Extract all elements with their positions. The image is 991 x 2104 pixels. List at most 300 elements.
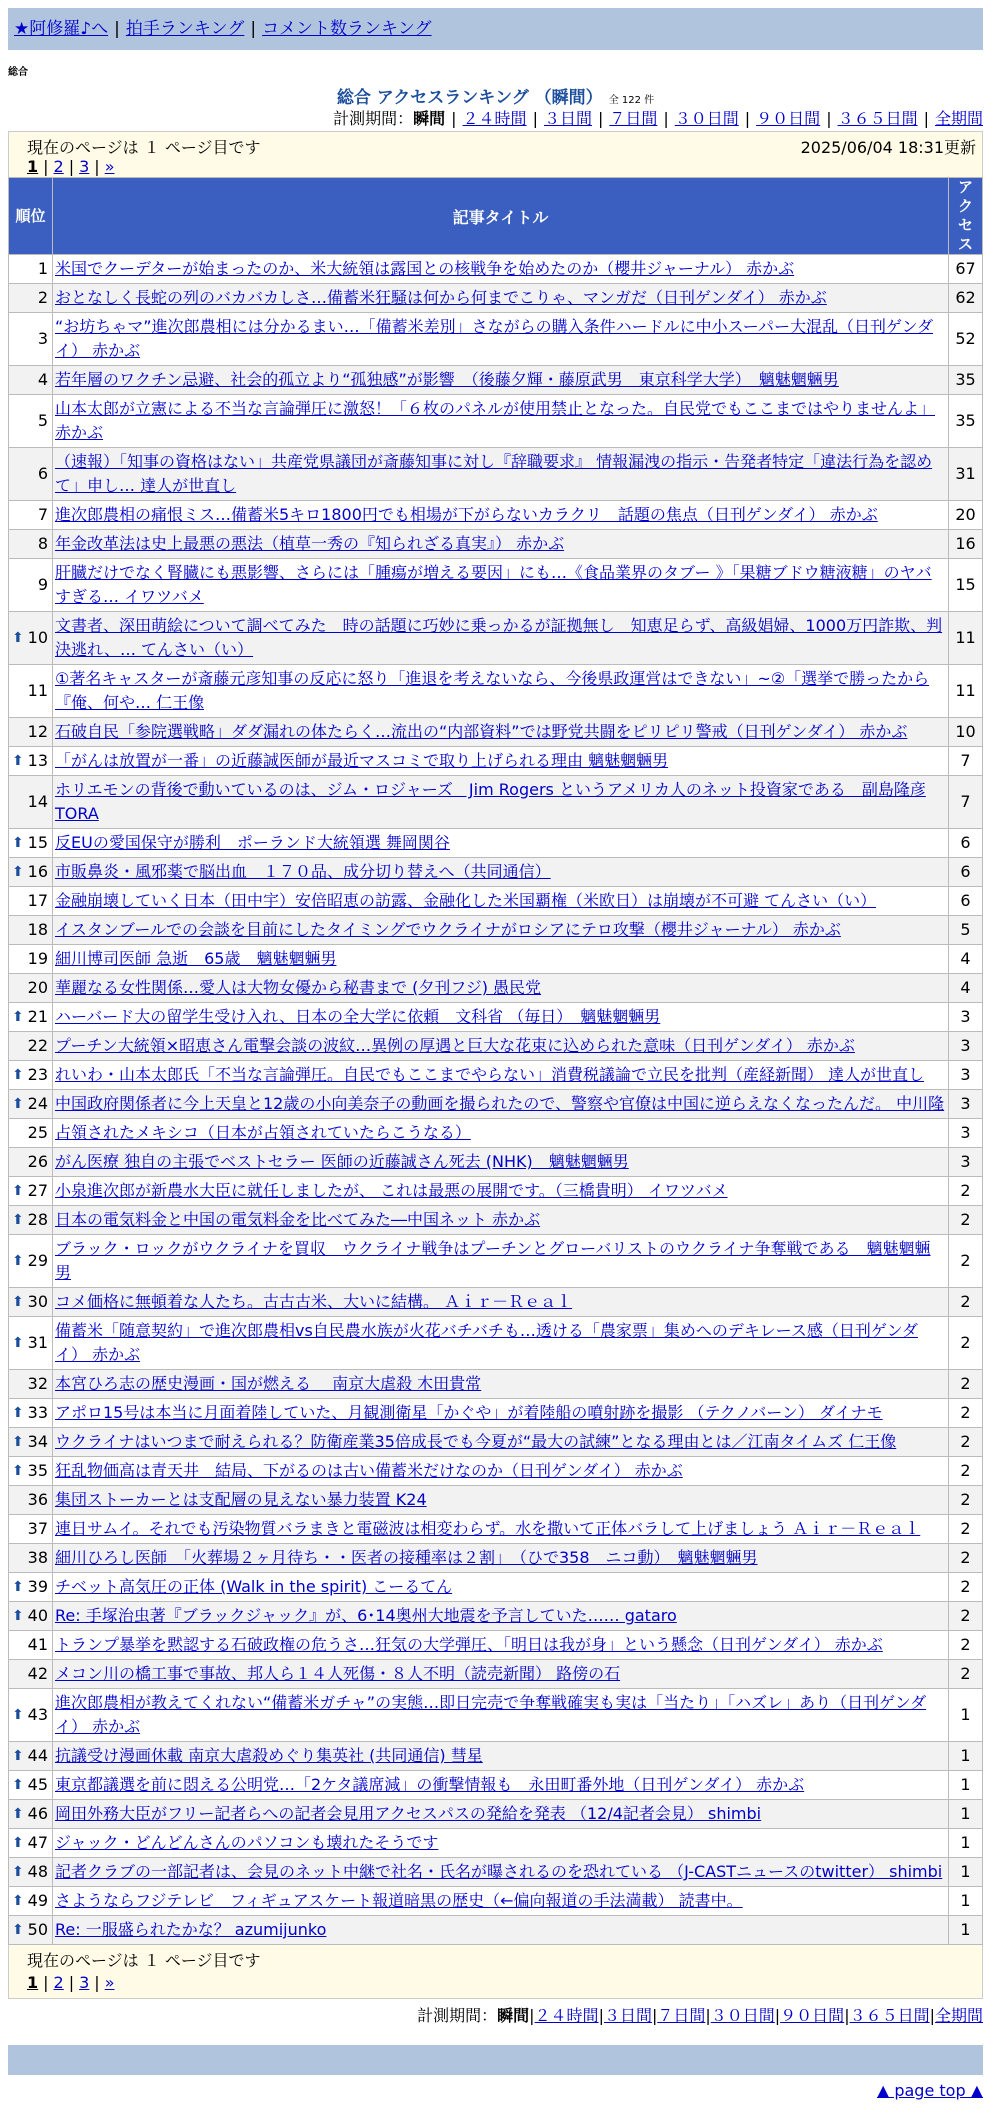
title-cell	[53, 1486, 949, 1515]
access-count: 52	[949, 313, 983, 366]
article-link[interactable]: ハーバード大の留学生受け入れ、日本の全大学に依頼 文科省 （毎日） 魑魅魍魎男	[55, 1007, 661, 1026]
period-link[interactable]: ３日間	[543, 109, 592, 128]
table-row	[9, 1660, 983, 1689]
current-page-text-bottom: 現在のページは １ ページ目です	[27, 1951, 261, 1970]
rank-up-icon: ⬆	[12, 1893, 24, 1909]
article-link[interactable]: メコン川の橋工事で事故、邦人ら１４人死傷・８人不明（読売新聞） 路傍の石	[55, 1664, 621, 1683]
article-link[interactable]: Re: 一服盛られたかな？ azumijunko	[55, 1920, 327, 1939]
title-cell	[53, 1428, 949, 1457]
table-row	[9, 1602, 983, 1631]
rank-cell	[9, 1235, 53, 1288]
access-count: 2	[949, 1660, 983, 1689]
period-label: 計測期間：	[417, 2006, 498, 2025]
period-link[interactable]: ３０日間	[710, 2006, 775, 2025]
article-link[interactable]: 東京都議選を前に悶える公明党…「2ケタ議席減」の衝撃情報も 永田町番外地（日刊ゲンダイ） 赤かぶ	[55, 1775, 805, 1794]
rank-cell	[9, 1573, 53, 1602]
article-link[interactable]: 狂乱物価高は青天井 結局、下がるのは古い備蓄米だけなのか（日刊ゲンダイ） 赤かぶ	[55, 1461, 683, 1480]
period-separator: |	[651, 2006, 658, 2025]
article-link[interactable]: （速報）「知事の資格はない」共産党県議団が斎藤知事に対し『辞職要求』 情報漏洩の指示・告発者特定「違法行為を認めて」申し… 達人が世直し	[55, 452, 933, 495]
access-count: 20	[949, 501, 983, 530]
rank-cell	[9, 530, 53, 559]
article-link[interactable]: 米国でクーデターが始まったのか、米大統領は露国との核戦争を始めたのか（櫻井ジャーナル） 赤かぶ	[55, 259, 795, 278]
title-cell	[53, 1916, 949, 1945]
article-link[interactable]: 年金改革法は史上最悪の悪法（植草一秀の『知られざる真実』） 赤かぶ	[55, 534, 565, 553]
title-cell	[53, 916, 949, 945]
article-link[interactable]: 反EUの愛国保守が勝利 ポーランド大統領選 舞岡関谷	[55, 833, 450, 852]
period-selector-top	[0, 107, 991, 131]
title-cell	[53, 1800, 949, 1829]
footer-bar	[8, 2045, 983, 2075]
table-row	[9, 1061, 983, 1090]
article-link[interactable]: 連日サムイ。それでも汚染物質バラまきと電磁波は相変わらず。水を撒いて正体バラして上げましょう Ａｉｒ－Ｒｅａｌ	[55, 1519, 921, 1538]
article-link[interactable]: ホリエモンの背後で動いているのは、ジム・ロジャーズ Jim Rogers というアメリカ人のネット投資家である 副島隆彦 TORA	[55, 780, 926, 823]
title-cell	[53, 776, 949, 829]
rank-cell	[9, 776, 53, 829]
article-link[interactable]: トランプ暴挙を黙認する石破政権の危うさ…狂気の大学弾圧、「明日は我が身」という懸念（日刊ゲンダイ） 赤かぶ	[55, 1635, 883, 1654]
top-nav	[8, 8, 983, 50]
period-link[interactable]: ２４時間	[534, 2006, 599, 2025]
table-row	[9, 1206, 983, 1235]
table-row	[9, 1858, 983, 1887]
comment-ranking-link[interactable]: コメント数ランキング	[262, 19, 432, 39]
title-cell	[53, 1544, 949, 1573]
access-count: 5	[949, 916, 983, 945]
rank-number: 43	[27, 1705, 48, 1724]
rank-number: 44	[27, 1746, 48, 1765]
rank-up-icon: ⬆	[12, 1067, 24, 1083]
rank-cell	[9, 1428, 53, 1457]
applause-ranking-link[interactable]: 拍手ランキング	[125, 19, 245, 39]
rank-number: 14	[27, 792, 48, 811]
pager-separator: |	[43, 1973, 49, 1992]
title-cell	[53, 1887, 949, 1916]
pager-link[interactable]: 3	[79, 1973, 90, 1992]
rank-number: 39	[27, 1577, 48, 1596]
rank-cell	[9, 1486, 53, 1515]
current-page-text: 現在のページは １ ページ目です	[27, 138, 261, 157]
table-row	[9, 1119, 983, 1148]
article-link[interactable]: さようならフジテレビ フィギュアスケート報道暗黒の歴史（←偏向報道の手法満載） 読書中。	[55, 1891, 743, 1910]
rank-number: 18	[27, 920, 48, 939]
title-cell	[53, 1090, 949, 1119]
period-link[interactable]: ７日間	[657, 2006, 706, 2025]
table-row	[9, 284, 983, 313]
rank-number: 40	[27, 1606, 48, 1625]
article-link[interactable]: ブラック・ロックがウクライナを買収 ウクライナ戦争はプーチンとグローバリストのウクライナ争奪戦である 魑魅魍魎男	[55, 1239, 931, 1282]
rank-number: 10	[27, 628, 48, 647]
article-link[interactable]: 若年層のワクチン忌避、社会的孤立より“孤独感”が影響 （後藤夕輝・藤原武男 東京科学大学） 魑魅魍魎男	[55, 370, 839, 389]
title-cell	[53, 747, 949, 776]
title-cell	[53, 284, 949, 313]
period-link[interactable]: ３６５日間	[837, 109, 918, 128]
rank-cell	[9, 1858, 53, 1887]
table-row	[9, 1544, 983, 1573]
table-row	[9, 366, 983, 395]
access-count: 2	[949, 1317, 983, 1370]
pager-next[interactable]: »	[104, 1973, 115, 1992]
title-cell	[53, 1457, 949, 1486]
period-separator: |	[923, 109, 929, 128]
rank-number: 38	[27, 1548, 48, 1567]
period-separator: |	[826, 109, 832, 128]
access-count: 1	[949, 1858, 983, 1887]
rank-number: 33	[27, 1403, 48, 1422]
rank-cell	[9, 1602, 53, 1631]
category-tag: 総合	[8, 67, 28, 78]
title-cell	[53, 1399, 949, 1428]
table-row	[9, 1771, 983, 1800]
table-row	[9, 1399, 983, 1428]
rank-up-icon: ⬆	[12, 1922, 24, 1938]
article-link[interactable]: ①著名キャスターが斎藤元彦知事の反応に怒り「進退を考えないなら、今後県政運営はできない」~②「選挙で勝ったから『俺、何や… 仁王像	[55, 669, 930, 712]
rank-header: 順位	[9, 178, 53, 255]
period-link[interactable]: 全期間	[934, 2006, 983, 2025]
table-row	[9, 1370, 983, 1399]
article-link[interactable]: 小泉進次郎が新農水大臣に就任しましたが、 これは最悪の展開です。（三橋貴明） イワツバメ	[55, 1181, 728, 1200]
ranking-table	[8, 177, 983, 1945]
title-cell	[53, 1177, 949, 1206]
pager-top	[27, 157, 114, 176]
rank-number: 49	[27, 1891, 48, 1910]
title-cell	[53, 1206, 949, 1235]
article-link[interactable]: ウクライナはいつまで耐えられる？防衛産業35倍成長でも今夏が“最大の試練”となる理由とは／江南タイムズ 仁王像	[55, 1432, 897, 1451]
article-link[interactable]: 金融崩壊していく日本（田中宇）安倍昭恵の訪露、金融化した米国覇権（米欧日）は崩壊が不可避 てんさい（い）	[55, 891, 877, 910]
rank-number: 16	[27, 862, 48, 881]
title-cell	[53, 1032, 949, 1061]
article-link[interactable]: 集団ストーカーとは支配層の見えない暴力装置 K24	[55, 1490, 427, 1509]
article-link[interactable]: 文書者、深田萌絵について調べてみた 時の話題に巧妙に乗っかるが証拠無し 知恵足らず、高級娼婦、1000万円詐欺、判決逃れ、… てんさい（い）	[55, 616, 943, 659]
rank-up-icon: ⬆	[12, 1212, 24, 1228]
article-link[interactable]: 進次郎農相の痛恨ミス…備蓄米5キロ1800円でも相場が下がらないカラクリ 話題の焦点（日刊ゲンダイ） 赤かぶ	[55, 505, 878, 524]
article-link[interactable]: がん医療 独自の主張でベストセラー 医師の近藤誠さん死去 (NHK) 魑魅魍魎男	[55, 1152, 629, 1171]
article-link[interactable]: 細川ひろし医師 「火葬場２ヶ月待ち・・医者の接種率は２割」 （ひで358 ニコ動） 魑魅魍魎男	[55, 1548, 758, 1567]
access-count: 2	[949, 1428, 983, 1457]
period-link[interactable]: ２４時間	[462, 109, 527, 128]
access-count: 15	[949, 559, 983, 612]
article-link[interactable]: 肝臓だけでなく腎臓にも悪影響、さらには「腫瘍が増える要因」にも…《食品業界のタブー 》「果糖ブドウ糖液糖」のヤバすぎる… イワツバメ	[55, 563, 932, 606]
pager-next[interactable]: »	[104, 157, 115, 176]
table-row	[9, 858, 983, 887]
table-row	[9, 1515, 983, 1544]
pager-bottom	[27, 1973, 114, 1992]
rank-up-icon: ⬆	[12, 1294, 24, 1310]
period-separator: |	[451, 109, 457, 128]
rank-number: 26	[27, 1152, 48, 1171]
title-cell	[53, 530, 949, 559]
title-cell	[53, 395, 949, 448]
rank-number: 45	[27, 1775, 48, 1794]
period-separator: |	[774, 2006, 781, 2025]
total-count: 全 122 件	[608, 95, 655, 106]
access-count: 2	[949, 1486, 983, 1515]
rank-number: 3	[37, 329, 48, 348]
article-link[interactable]: 占領されたメキシコ（日本が占領されていたらこうなる）	[55, 1123, 471, 1142]
rank-number: 11	[27, 681, 48, 700]
rank-cell	[9, 945, 53, 974]
period-current: 瞬間	[497, 2006, 530, 2025]
rank-number: 8	[37, 534, 48, 553]
title-cell	[53, 718, 949, 747]
article-link[interactable]: 市販鼻炎・風邪薬で脳出血 １７０品、成分切り替えへ（共同通信）	[55, 862, 551, 881]
page-title: 総合 アクセスランキング （瞬間）	[336, 88, 603, 108]
rank-up-icon: ⬆	[12, 1835, 24, 1851]
rank-number: 25	[27, 1123, 48, 1142]
rank-cell	[9, 718, 53, 747]
article-link[interactable]: 山本太郎が立憲による不当な言論弾圧に激怒！「６枚のパネルが使用禁止となった。自民党でもここまではやりませんよ」 赤かぶ	[55, 399, 936, 442]
rank-cell	[9, 1829, 53, 1858]
article-link[interactable]: アポロ15号は本当に月面着陸していた、月観測衛星「かぐや」が着陸船の噴射跡を撮影 （テクノバーン） ダイナモ	[55, 1403, 883, 1422]
rank-number: 17	[27, 891, 48, 910]
pager-link[interactable]: 3	[79, 157, 90, 176]
rank-number: 13	[27, 751, 48, 770]
access-count: 1	[949, 1771, 983, 1800]
table-row	[9, 1887, 983, 1916]
rank-up-icon: ⬆	[12, 864, 24, 880]
pager-separator: |	[68, 1973, 75, 1992]
article-link[interactable]: ジャック・どんどんさんのパソコンも壊れたそうです	[55, 1833, 439, 1852]
access-count: 2	[949, 1370, 983, 1399]
page-top-area	[8, 2081, 983, 2100]
pager-separator: |	[68, 157, 75, 176]
title-cell	[53, 612, 949, 665]
article-link[interactable]: プーチン大統領×昭恵さん電撃会談の波紋…異例の厚遇と巨大な花束に込められた意味（日刊ゲンダイ） 赤かぶ	[55, 1036, 855, 1055]
article-link[interactable]: 華麗なる女性関係…愛人は大物女優から秘書まで (夕刊フジ) 愚民党	[55, 978, 542, 997]
title-cell	[53, 1317, 949, 1370]
rank-cell	[9, 1119, 53, 1148]
rank-cell	[9, 1660, 53, 1689]
table-row	[9, 255, 983, 284]
rank-cell	[9, 1457, 53, 1486]
period-separator: |	[705, 2006, 711, 2025]
rank-cell	[9, 858, 53, 887]
table-row	[9, 887, 983, 916]
home-link[interactable]: ★阿修羅♪へ	[14, 19, 109, 39]
access-count: 2	[949, 1602, 983, 1631]
rank-cell	[9, 974, 53, 1003]
period-separator: |	[532, 109, 538, 128]
article-link[interactable]: 石破自民「参院選戦略」ダダ漏れの体たらく…流出の“内部資料”では野党共闘をピリピリ警戒（日刊ゲンダイ） 赤かぶ	[55, 722, 908, 741]
rank-up-icon: ⬆	[12, 1707, 24, 1723]
access-count: 62	[949, 284, 983, 313]
rank-cell	[9, 1061, 53, 1090]
rank-number: 7	[37, 505, 48, 524]
access-count: 6	[949, 887, 983, 916]
table-row	[9, 1916, 983, 1945]
access-count: 2	[949, 1206, 983, 1235]
title-cell	[53, 887, 949, 916]
pager-link[interactable]: 2	[53, 1973, 64, 1992]
table-row	[9, 1177, 983, 1206]
access-count: 6	[949, 829, 983, 858]
article-link[interactable]: イスタンブールでの会談を目前にしたタイミングでウクライナがロシアにテロ攻撃（櫻井ジャーナル） 赤かぶ	[55, 920, 841, 939]
table-row	[9, 1235, 983, 1288]
title-cell	[53, 255, 949, 284]
rank-number: 27	[27, 1181, 48, 1200]
access-count: 3	[949, 1061, 983, 1090]
period-separator: |	[844, 2006, 850, 2025]
title-cell	[53, 1742, 949, 1771]
rank-cell	[9, 559, 53, 612]
table-row	[9, 1631, 983, 1660]
article-link[interactable]: Re: 手塚治虫著『ブラックジャック』が、6･14奥州大地震を予言していた…… gataro	[55, 1606, 677, 1625]
title-cell	[53, 313, 949, 366]
period-separator: |	[597, 109, 604, 128]
period-link[interactable]: ３６５日間	[849, 2006, 930, 2025]
rank-number: 30	[27, 1292, 48, 1311]
title-cell	[53, 829, 949, 858]
access-count: 1	[949, 1800, 983, 1829]
table-row	[9, 829, 983, 858]
rank-number: 48	[27, 1862, 48, 1881]
period-link[interactable]: ３日間	[603, 2006, 652, 2025]
rank-cell	[9, 1003, 53, 1032]
rank-up-icon: ⬆	[12, 1806, 24, 1822]
access-count: 4	[949, 945, 983, 974]
article-link[interactable]: れいわ・山本太郎氏「不当な言論弾圧。自民でもここまでやらない」消費税議論で立民を批判（産経新聞） 達人が世直し	[55, 1065, 925, 1084]
article-link[interactable]: “お坊ちゃマ”進次郎農相には分かるまい…「備蓄米差別」さながらの購入条件ハードルに中小スーパー大混乱（日刊ゲンダイ） 赤かぶ	[55, 317, 934, 360]
title-cell	[53, 974, 949, 1003]
title-cell	[53, 1288, 949, 1317]
table-row	[9, 974, 983, 1003]
period-link[interactable]: ９０日間	[756, 109, 821, 128]
access-count: 2	[949, 1544, 983, 1573]
period-link[interactable]: ７日間	[609, 109, 658, 128]
period-link[interactable]: 全期間	[934, 109, 983, 128]
page-top-link[interactable]: ▲ page top ▲	[876, 2081, 983, 2100]
rank-cell	[9, 1370, 53, 1399]
rank-cell	[9, 1177, 53, 1206]
rank-up-icon: ⬆	[12, 1608, 24, 1624]
period-current: 瞬間	[413, 109, 446, 128]
rank-cell	[9, 1206, 53, 1235]
rank-number: 15	[27, 833, 48, 852]
rank-cell	[9, 313, 53, 366]
table-row	[9, 313, 983, 366]
access-count: 4	[949, 974, 983, 1003]
rank-number: 21	[27, 1007, 48, 1026]
rank-number: 12	[27, 722, 48, 741]
access-count: 2	[949, 1177, 983, 1206]
article-link[interactable]: 「がんは放置が一番」の近藤誠医師が最近マスコミで取り上げられる理由 魑魅魍魎男	[55, 751, 669, 770]
period-separator: |	[744, 109, 751, 128]
access-count: 10	[949, 718, 983, 747]
access-count: 1	[949, 1829, 983, 1858]
access-header: アクセス	[949, 178, 983, 255]
article-link[interactable]: コメ価格に無頓着な人たち。古古古米、大いに結構。 Ａｉｒ－Ｒｅａｌ	[55, 1292, 573, 1311]
title-cell	[53, 1631, 949, 1660]
table-row	[9, 1148, 983, 1177]
rank-up-icon: ⬆	[12, 1253, 24, 1269]
rank-cell	[9, 1317, 53, 1370]
table-row	[9, 1800, 983, 1829]
rank-up-icon: ⬆	[12, 1463, 24, 1479]
rank-cell	[9, 887, 53, 916]
pager-link[interactable]: 2	[53, 157, 64, 176]
rank-number: 34	[27, 1432, 48, 1451]
access-count: 2	[949, 1235, 983, 1288]
rank-up-icon: ⬆	[12, 1183, 24, 1199]
article-link[interactable]: 本宮ひろ志の歴史漫画・国が燃える 南京大虐殺 木田貴常	[55, 1374, 482, 1393]
title-cell	[53, 448, 949, 501]
rank-cell	[9, 255, 53, 284]
rank-cell	[9, 1032, 53, 1061]
title-header: 記事タイトル	[53, 178, 949, 255]
rank-number: 50	[27, 1920, 48, 1939]
article-link[interactable]: チベット高気圧の正体 (Walk in the spirit) こーるてん	[55, 1577, 453, 1596]
article-link[interactable]: 抗議受け漫画休載 南京大虐殺めぐり集英社 (共同通信) 彗星	[55, 1746, 483, 1765]
title-cell	[53, 559, 949, 612]
article-link[interactable]: 備蓄米「随意契約」で進次郎農相vs自民農水族が火花バチバチも…透ける「農家票」集めへのデキレース感（日刊ゲンダイ） 赤かぶ	[55, 1321, 918, 1364]
rank-up-icon: ⬆	[12, 630, 24, 646]
access-count: 3	[949, 1003, 983, 1032]
article-link[interactable]: 細川博司医師 急逝 65歳 魑魅魍魎男	[55, 949, 337, 968]
rank-number: 32	[27, 1374, 48, 1393]
period-link[interactable]: ９０日間	[780, 2006, 845, 2025]
rank-cell	[9, 916, 53, 945]
period-link[interactable]: ３０日間	[674, 109, 739, 128]
rank-up-icon: ⬆	[12, 1405, 24, 1421]
table-row	[9, 1829, 983, 1858]
title-cell	[53, 1235, 949, 1288]
rank-cell	[9, 665, 53, 718]
nav-separator: |	[114, 19, 120, 39]
table-row	[9, 1457, 983, 1486]
access-count: 35	[949, 366, 983, 395]
access-count: 1	[949, 1887, 983, 1916]
title-cell	[53, 1602, 949, 1631]
article-link[interactable]: 日本の電気料金と中国の電気料金を比べてみた―中国ネット 赤かぶ	[55, 1210, 541, 1229]
rank-cell	[9, 395, 53, 448]
ranking-body	[9, 255, 983, 1945]
access-count: 35	[949, 395, 983, 448]
rank-up-icon: ⬆	[12, 753, 24, 769]
period-separator: |	[598, 2006, 604, 2025]
access-count: 1	[949, 1689, 983, 1742]
period-selector-bottom	[0, 2003, 991, 2029]
rank-number: 31	[27, 1333, 48, 1352]
access-count: 7	[949, 776, 983, 829]
rank-cell	[9, 1631, 53, 1660]
page-info-bottom	[8, 1945, 983, 1999]
access-count: 1	[949, 1742, 983, 1771]
rank-cell	[9, 1515, 53, 1544]
rank-cell	[9, 1288, 53, 1317]
rank-cell	[9, 1800, 53, 1829]
page-title-block	[0, 83, 991, 108]
pager-current: 1	[27, 157, 39, 176]
table-row	[9, 1003, 983, 1032]
rank-number: 19	[27, 949, 48, 968]
article-link[interactable]: おとなしく長蛇の列のバカバカしさ…備蓄米狂騒は何から何までこりゃ、マンガだ（日刊ゲンダイ） 赤かぶ	[55, 288, 827, 307]
article-link[interactable]: 記者クラブの一部記者は、会見のネット中継で社名・氏名が曝されるのを恐れている （J-CASTニュースのtwitter） shimbi	[55, 1862, 943, 1881]
title-cell	[53, 1858, 949, 1887]
article-link[interactable]: 中国政府関係者に今上天皇と12歳の小向美奈子の動画を撮られたので、警察や官僚は中国に逆らえなくなったんだ。 中川隆	[55, 1094, 945, 1113]
rank-number: 46	[27, 1804, 48, 1823]
title-cell	[53, 1061, 949, 1090]
pager-separator: |	[43, 157, 49, 176]
title-cell	[53, 1003, 949, 1032]
access-count: 2	[949, 1573, 983, 1602]
table-row	[9, 1317, 983, 1370]
period-label: 計測期間：	[333, 109, 414, 128]
article-link[interactable]: 岡田外務大臣がフリー記者らへの記者会見用アクセスパスの発給を発表 （12/4記者会見） shimbi	[55, 1804, 762, 1823]
table-row	[9, 945, 983, 974]
title-cell	[53, 1515, 949, 1544]
table-row	[9, 1573, 983, 1602]
rank-cell	[9, 612, 53, 665]
article-link[interactable]: 進次郎農相が教えてくれない“備蓄米ガチャ”の実態…即日完売で争奪戦確実も実は「当たり」「ハズレ」あり（日刊ゲンダイ） 赤かぶ	[55, 1693, 927, 1736]
access-count: 3	[949, 1148, 983, 1177]
